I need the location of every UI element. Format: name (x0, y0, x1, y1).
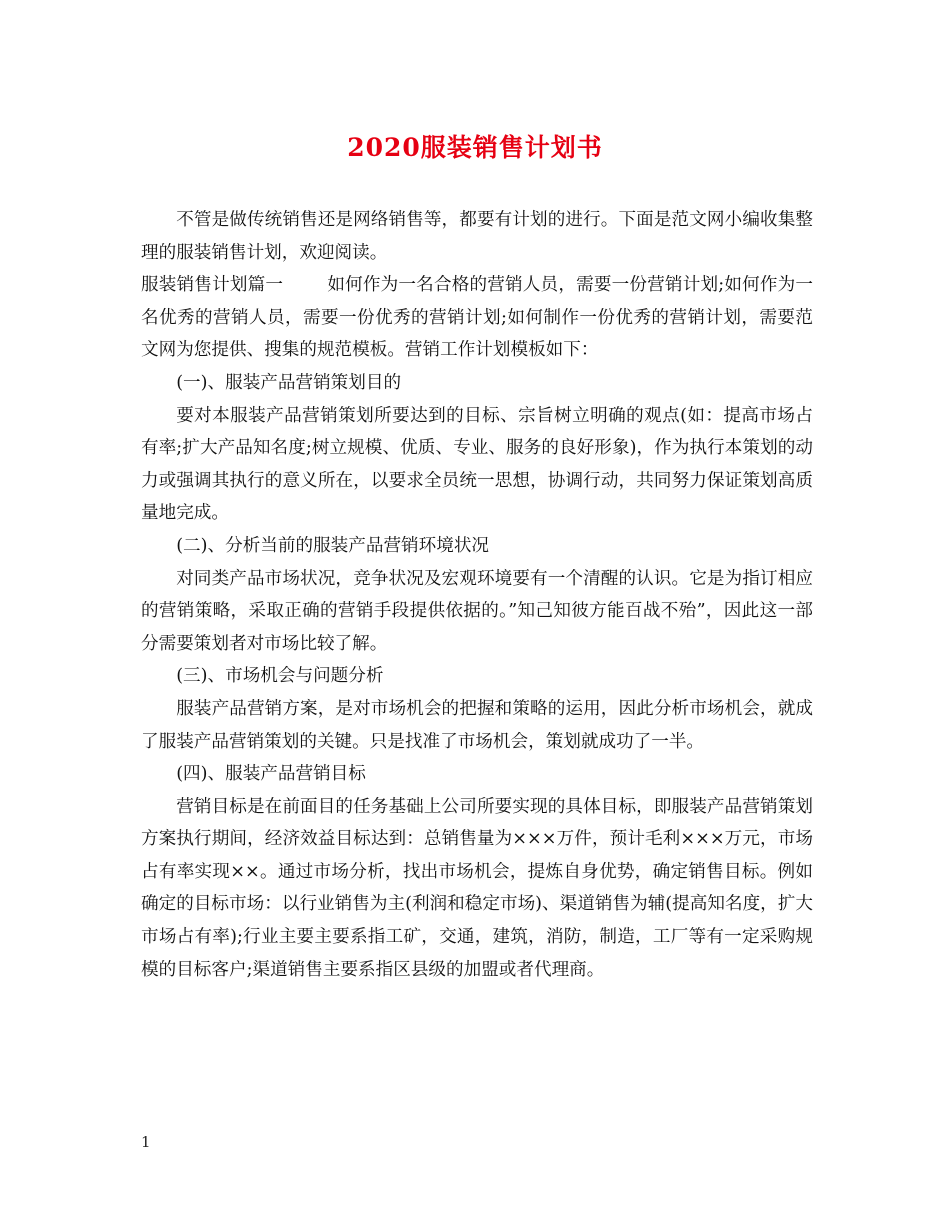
document-body (141, 204, 813, 986)
page-number: 1 (141, 1133, 151, 1151)
paragraph-4: 营销目标是在前面目的任务基础上公司所要实现的具体目标，即服装产品营销策划方案执行期间，经济效益目标达到：总销售量为×××万件，预计毛利×××万元，市场占有率实现××。通过市场分析，找出市场机会，提炼自身优势，确定销售目标。例如确定的目标市场：以行业销售为主(利润和稳定市场)、渠道销售为辅(提高知名度，扩大市场占有率);行业主要主要系指工矿，交通，建筑，消防，制造，工厂等有一定采购规模的目标客户;渠道销售主要系指区县级的加盟或者代理商。 (141, 796, 813, 980)
section-paragraph (141, 269, 813, 367)
heading-3: (三)、市场机会与问题分析 (176, 666, 384, 687)
heading-2: (二)、分析当前的服装产品营销环境状况 (176, 535, 490, 556)
paragraph-3: 服装产品营销方案，是对市场机会的把握和策略的运用，因此分析市场机会，就成了服装产品营销策划的关键。只是找准了市场机会，策划就成功了一半。 (141, 698, 813, 752)
paragraph-2: 对同类产品市场状况，竞争状况及宏观环境要有一个清醒的认识。它是为指订相应的营销策略，采取正确的营销手段提供依据的。”知己知彼方能百战不殆”，因此这一部分需要策划者对市场比较了解。 (141, 568, 813, 654)
section-label: 服装销售计划篇一 (141, 275, 284, 296)
intro-paragraph: 不管是做传统销售还是网络销售等，都要有计划的进行。下面是范文网小编收集整理的服装销售计划，欢迎阅读。 (141, 210, 813, 263)
heading-4: (四)、服装产品营销目标 (176, 764, 366, 785)
paragraph-1: 要对本服装产品营销策划所要达到的目标、宗旨树立明确的观点(如：提高市场占有率;扩大产品知名度;树立规模、优质、专业、服务的良好形象)，作为执行本策划的动力或强调其执行的意义所在，以要求全员统一思想，协调行动，共同努力保证策划高质量地完成。 (141, 405, 813, 524)
heading-1: (一)、服装产品营销策划目的 (176, 372, 402, 393)
section-intro-text: 如何作为一名合格的营销人员，需要一份营销计划;如何作为一名优秀的营销人员，需要一份优秀的营销计划;如何制作一份优秀的营销计划，需要范文网为您提供、搜集的规范模板。营销工作计划模板如下： (141, 275, 813, 361)
document-title: 2020服装销售计划书 (347, 133, 603, 162)
